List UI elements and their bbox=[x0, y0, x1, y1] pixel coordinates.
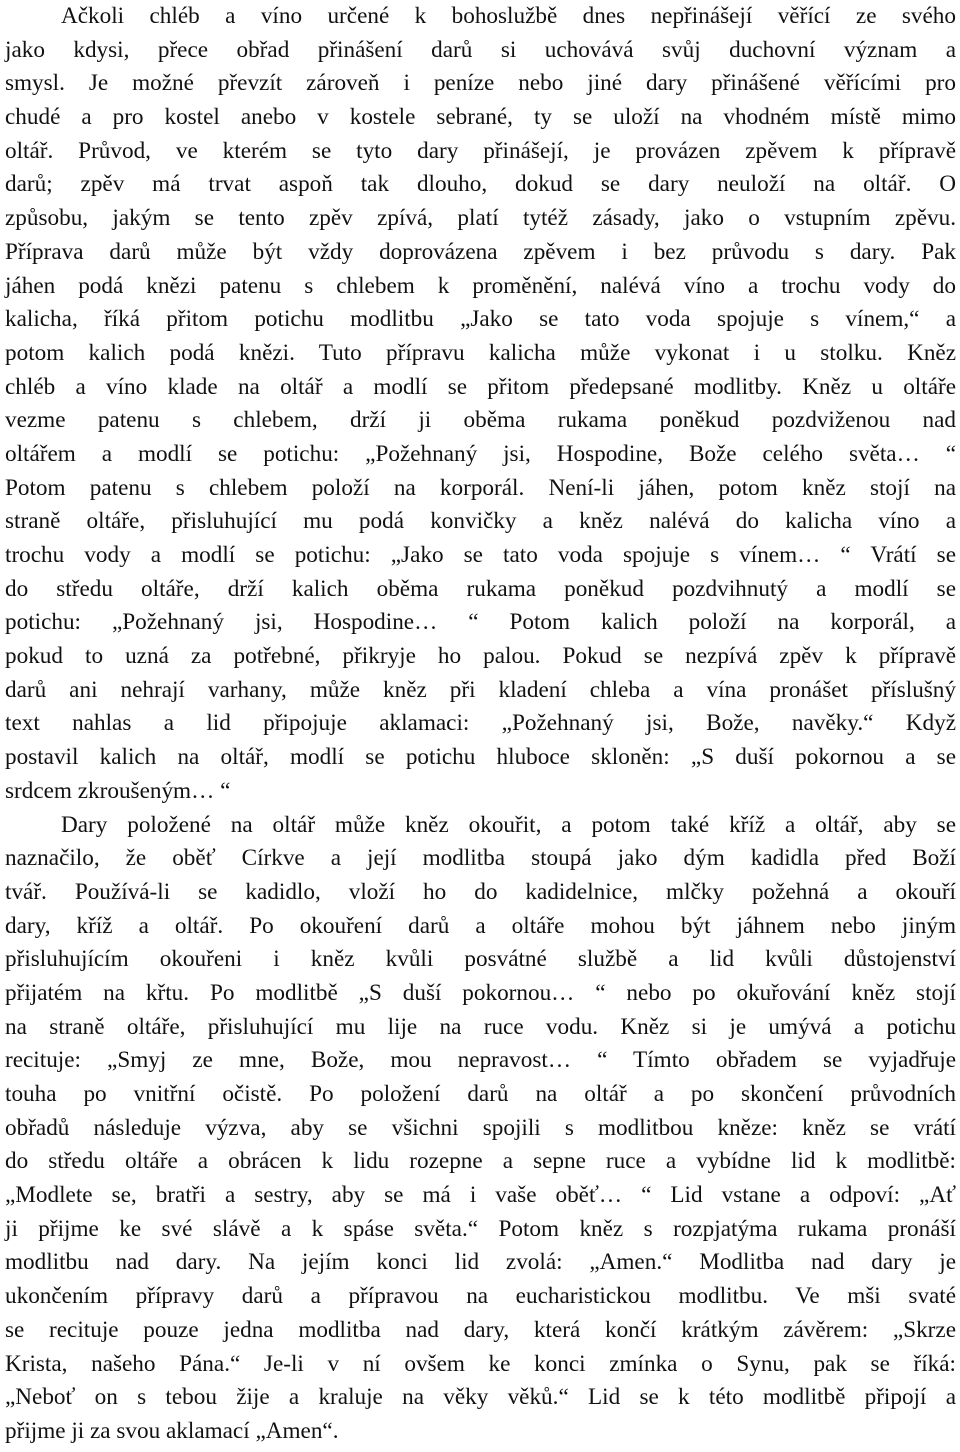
text-line: Dary položené na oltář může kněz okouřit, a potom také kříž a oltář, aby se bbox=[61, 811, 956, 838]
text-line: naznačilo, že oběť Církve a její modlitba stoupá jako dým kadidla před Boží bbox=[5, 845, 956, 872]
text-line: se recituje pouze jedna modlitba nad dary, která končí krátkým závěrem: „Skrze bbox=[5, 1316, 956, 1343]
text-line: jako kdysi, přece obřad přinášení darů si uchovává svůj duchovní význam a bbox=[5, 36, 956, 63]
text-line: vezme patenu s chlebem, drží ji oběma rukama poněkud pozdviženou nad bbox=[5, 407, 956, 434]
text-line: srdcem zkroušeným… “ bbox=[5, 777, 231, 804]
text-line: chudé a pro kostel anebo v kostele sebrané, ty se uloží na vhodném místě mimo bbox=[5, 104, 956, 131]
text-line: darů ani nehrají varhany, může kněz při kladení chleba a vína pronášet příslušný bbox=[5, 676, 956, 703]
text-line: text nahlas a lid připojuje aklamaci: „Požehnaný jsi, Bože, navěky.“ Když bbox=[5, 710, 956, 737]
text-line: potom kalich podá knězi. Tuto přípravu kalicha může vykonat i u stolku. Kněz bbox=[5, 339, 956, 366]
paragraph bbox=[5, 0, 956, 809]
text-line: chléb a víno klade na oltář a modlí se přitom předepsané modlitby. Kněz u oltáře bbox=[5, 373, 956, 400]
text-line: přijatém na křtu. Po modlitbě „S duší pokornou… “ nebo po okuřování kněz stojí bbox=[5, 979, 956, 1006]
text-line: jáhen podá knězi patenu s chlebem k proměnění, nalévá víno a trochu vody do bbox=[5, 272, 956, 299]
text-line: kalicha, říká přitom potichu modlitbu „Jako se tato voda spojuje s vínem,“ a bbox=[5, 306, 956, 333]
text-line: potichu: „Požehnaný jsi, Hospodine… “ Potom kalich položí na korporál, a bbox=[5, 609, 956, 636]
text-line: obřadů následuje výzva, aby se všichni spojili s modlitbou kněze: kněz se vrátí bbox=[5, 1114, 956, 1141]
text-line: do středu oltáře, drží kalich oběma rukama poněkud pozdvihnutý a modlí se bbox=[5, 575, 956, 602]
text-line: Potom patenu s chlebem položí na korporál. Není-li jáhen, potom kněz stojí na bbox=[5, 474, 956, 501]
text-line: „Neboť on s tebou žije a kraluje na věky věků.“ Lid se k této modlitbě připojí a bbox=[5, 1384, 956, 1411]
text-line: recituje: „Smyj ze mne, Bože, mou nepravost… “ Tímto obřadem se vyjadřuje bbox=[5, 1047, 956, 1074]
text-line: touha po vnitřní očistě. Po položení darů na oltář a po skončení průvodních bbox=[5, 1081, 956, 1107]
paragraph bbox=[5, 809, 956, 1449]
text-line: oltářem a modlí se potichu: „Požehnaný jsi, Hospodine, Bože celého světa… “ bbox=[5, 440, 956, 467]
text-line: straně oltáře, přisluhující mu podá konvičky a kněz nalévá do kalicha víno a bbox=[5, 508, 956, 535]
text-line: oltář. Průvod, ve kterém se tyto dary přinášejí, je provázen zpěvem k přípravě bbox=[5, 137, 956, 164]
text-line: do středu oltáře a obrácen k lidu rozepne a sepne ruce a vybídne lid k modlitbě: bbox=[5, 1148, 956, 1175]
text-line: na straně oltáře, přisluhující mu lije na ruce vodu. Kněz si je umývá a potichu bbox=[5, 1013, 956, 1040]
text-line: přisluhujícím okouřeni i kněz kvůli posvátné službě a lid kvůli důstojenství bbox=[5, 946, 956, 973]
text-line: ji přijme ke své slávě a k spáse světa.“ Potom kněz s rozpjatýma rukama pronáší bbox=[5, 1215, 956, 1242]
text-line: trochu vody a modlí se potichu: „Jako se tato voda spojuje s vínem… “ Vrátí se bbox=[5, 542, 956, 568]
text-line: Ačkoli chléb a víno určené k bohoslužbě dnes nepřinášejí věřící ze svého bbox=[61, 3, 956, 29]
text-line: „Modlete se, bratři a sestry, aby se má i vaše oběť… “ Lid vstane a odpoví: „Ať bbox=[5, 1182, 956, 1209]
text-line: Příprava darů může být vždy doprovázena zpěvem i bez průvodu s dary. Pak bbox=[5, 238, 956, 265]
text-line: modlitbu nad dary. Na jejím konci lid zvolá: „Amen.“ Modlitba nad dary je bbox=[5, 1249, 956, 1276]
text-line: ukončením přípravy darů a přípravou na eucharistickou modlitbu. Ve mši svaté bbox=[5, 1283, 956, 1310]
text-line: smysl. Je možné převzít zároveň i peníze nebo jiné dary přinášené věřícími pro bbox=[5, 70, 956, 97]
text-line: přijme ji za svou aklamací „Amen“. bbox=[5, 1417, 339, 1444]
text-line: dary, kříž a oltář. Po okouření darů a oltáře mohou být jáhnem nebo jiným bbox=[5, 912, 956, 939]
text-line: Krista, našeho Pána.“ Je-li v ní ovšem ke konci zmínka o Synu, pak se říká: bbox=[5, 1350, 956, 1377]
text-line: tvář. Používá-li se kadidlo, vloží ho do kadidelnice, mlčky požehná a okouří bbox=[5, 878, 956, 905]
text-line: pokud to uzná za potřebné, přikryje ho palou. Pokud se nezpívá zpěv k přípravě bbox=[5, 643, 956, 670]
text-line: postavil kalich na oltář, modlí se potichu hluboce skloněn: „S duší pokornou a se bbox=[5, 744, 956, 771]
text-line: způsobu, jakým se tento zpěv zpívá, platí tytéž zásady, jako o vstupním zpěvu. bbox=[5, 205, 956, 232]
text-line: darů; zpěv má trvat aspoň tak dlouho, dokud se dary neuloží na oltář. O bbox=[5, 171, 956, 198]
